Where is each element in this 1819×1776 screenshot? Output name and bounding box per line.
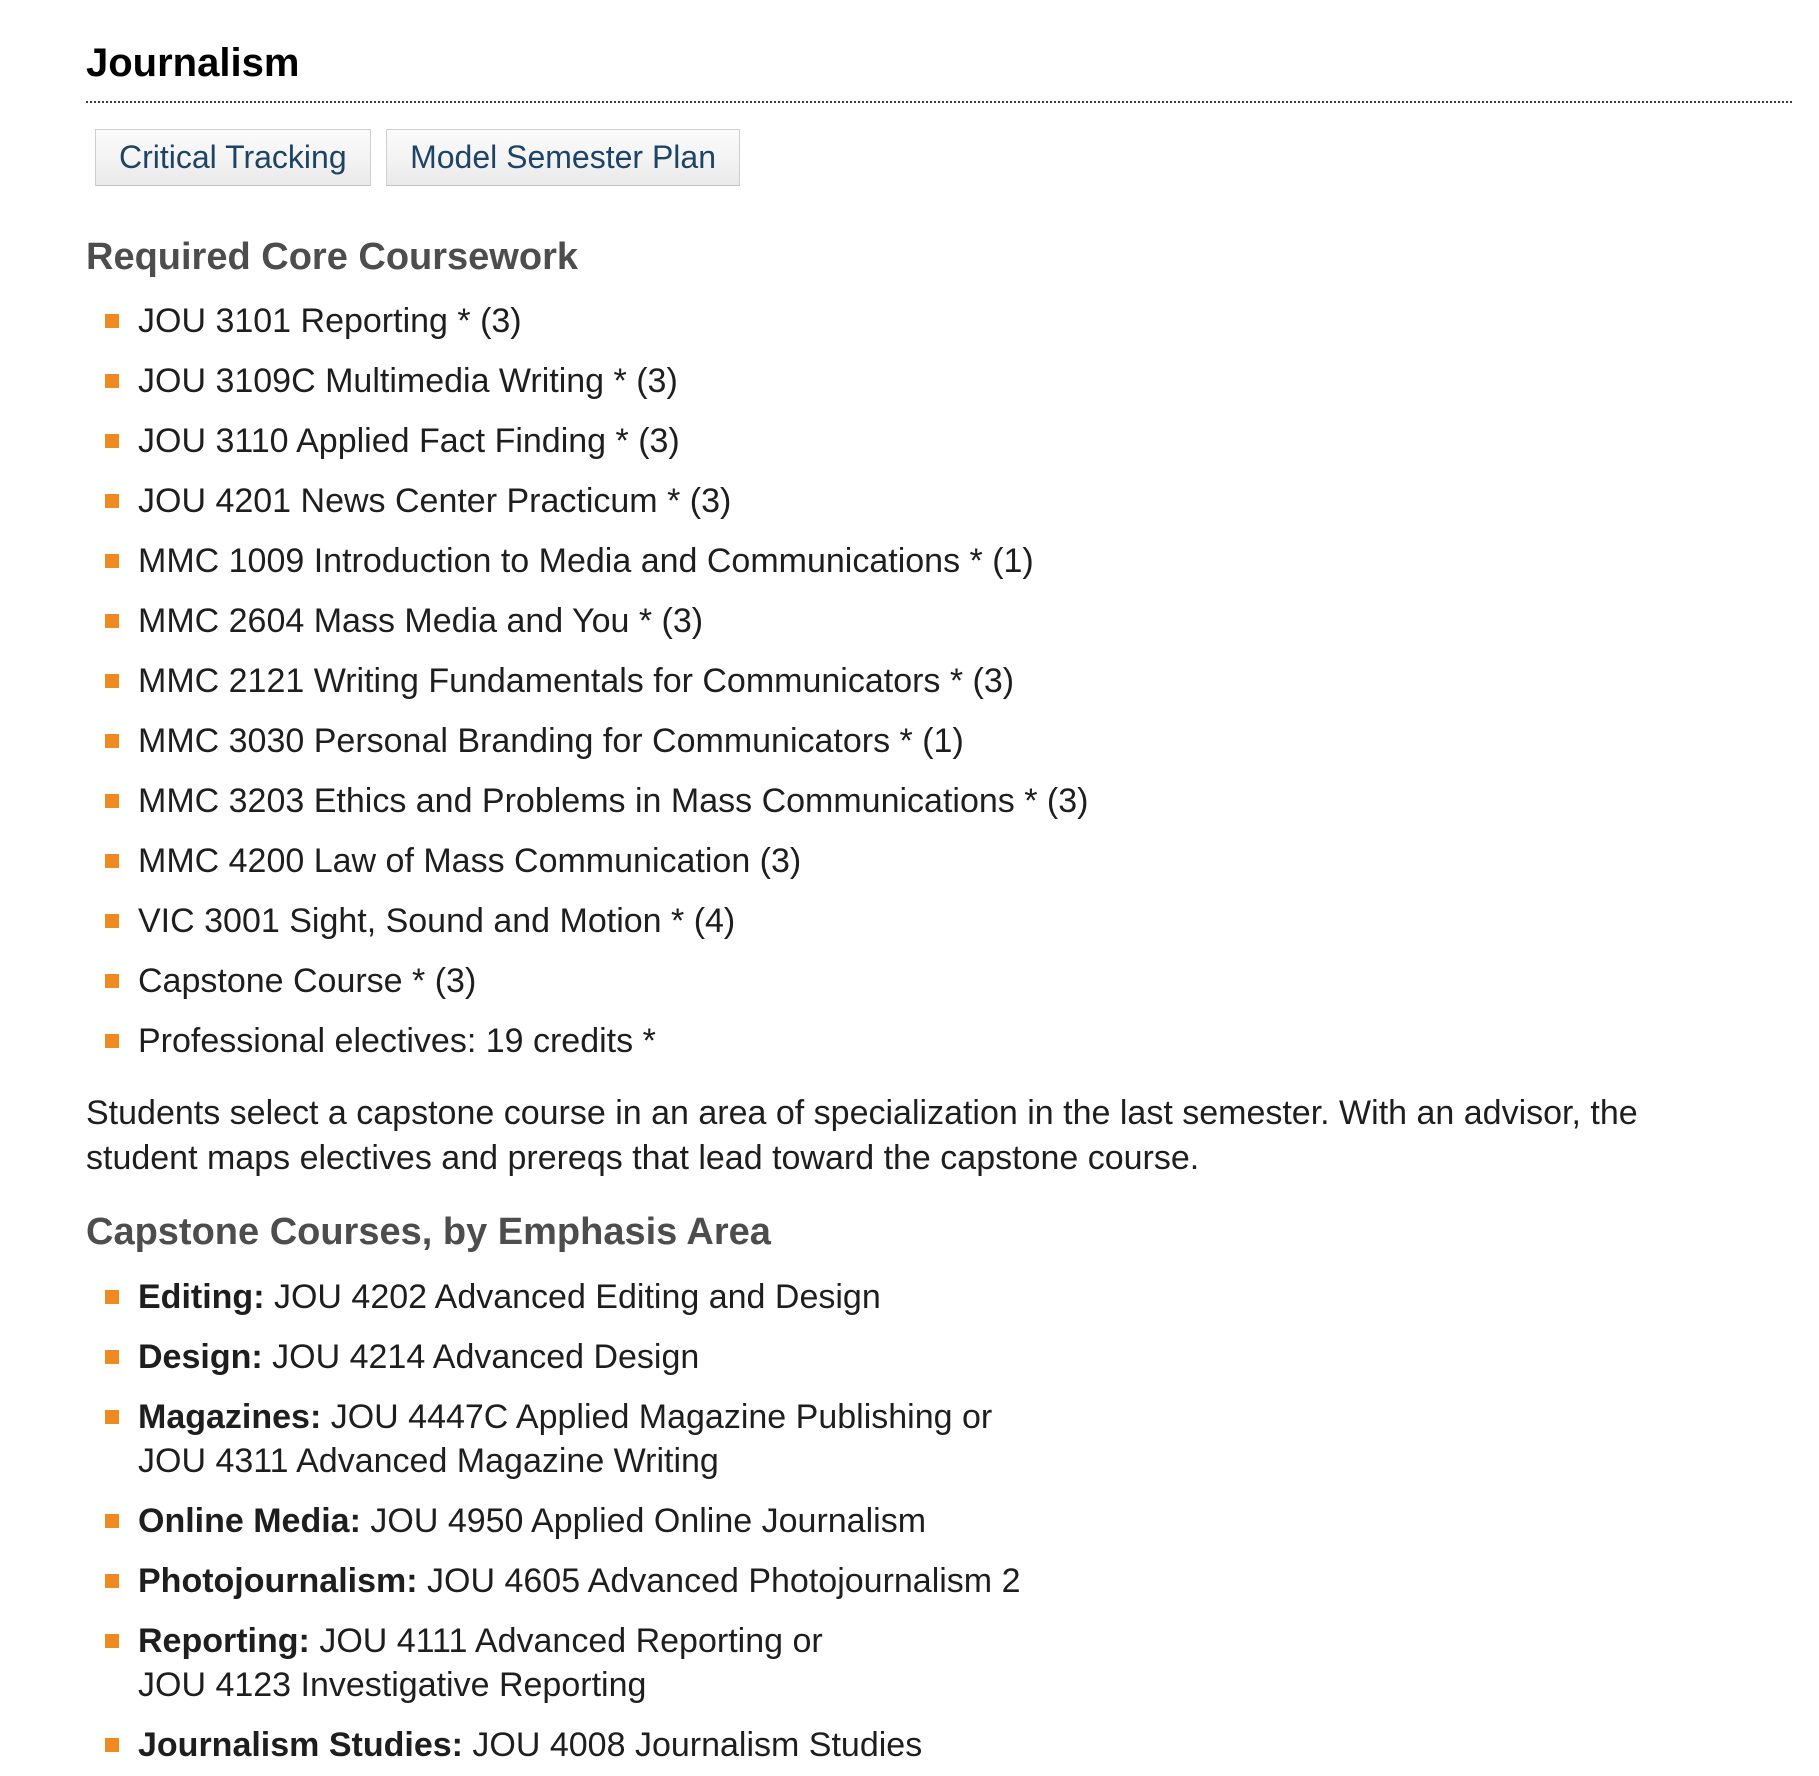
emphasis-label: Editing: bbox=[138, 1278, 265, 1317]
orange-square-bullet bbox=[105, 1410, 119, 1424]
course-item bbox=[86, 959, 1792, 1003]
orange-square-bullet bbox=[105, 554, 119, 568]
toolbar-button[interactable]: Critical Tracking bbox=[95, 129, 371, 186]
course-item bbox=[86, 839, 1792, 883]
course-text: Capstone Course * (3) bbox=[138, 962, 477, 1001]
course-text: MMC 2604 Mass Media and You * (3) bbox=[138, 602, 704, 641]
emphasis-label: Reporting: bbox=[138, 1622, 310, 1661]
page-title: Journalism bbox=[86, 40, 1792, 103]
capstone-course-text: JOU 4447C Applied Magazine Publishing or bbox=[330, 1398, 993, 1437]
orange-square-bullet bbox=[105, 734, 119, 748]
orange-square-bullet bbox=[105, 434, 119, 448]
course-text: MMC 2121 Writing Fundamentals for Communicators * (3) bbox=[138, 662, 1015, 701]
course-text: MMC 3030 Personal Branding for Communicators * (1) bbox=[138, 722, 964, 761]
capstone-item bbox=[86, 1499, 1792, 1543]
course-item bbox=[86, 479, 1792, 523]
course-text: Professional electives: 19 credits * bbox=[138, 1022, 656, 1061]
emphasis-label: Journalism Studies: bbox=[138, 1726, 463, 1765]
orange-square-bullet bbox=[105, 494, 119, 508]
capstone-course-text: JOU 4950 Applied Online Journalism bbox=[370, 1502, 927, 1541]
course-text: MMC 3203 Ethics and Problems in Mass Communications * (3) bbox=[138, 782, 1089, 821]
orange-square-bullet bbox=[105, 1034, 119, 1048]
core-course-list bbox=[86, 299, 1792, 1063]
emphasis-label: Photojournalism: bbox=[138, 1562, 418, 1601]
course-text: JOU 3101 Reporting * (3) bbox=[138, 302, 522, 341]
course-item bbox=[86, 359, 1792, 403]
capstone-item bbox=[86, 1723, 1792, 1767]
section-heading-required-core: Required Core Coursework bbox=[86, 235, 578, 278]
capstone-course-text: JOU 4111 Advanced Reporting or bbox=[319, 1622, 823, 1661]
orange-square-bullet bbox=[105, 794, 119, 808]
capstone-course-list bbox=[86, 1275, 1792, 1767]
emphasis-label: Design: bbox=[138, 1338, 263, 1377]
course-item bbox=[86, 659, 1792, 703]
course-text: JOU 4201 News Center Practicum * (3) bbox=[138, 482, 732, 521]
course-text: JOU 3109C Multimedia Writing * (3) bbox=[138, 362, 678, 401]
emphasis-label: Magazines: bbox=[138, 1398, 322, 1437]
capstone-item bbox=[86, 1559, 1792, 1603]
toolbar bbox=[95, 129, 1792, 186]
section-heading-capstone: Capstone Courses, by Emphasis Area bbox=[86, 1211, 771, 1254]
course-item bbox=[86, 779, 1792, 823]
course-item bbox=[86, 1019, 1792, 1063]
orange-square-bullet bbox=[105, 674, 119, 688]
capstone-item bbox=[86, 1335, 1792, 1379]
capstone-item bbox=[86, 1395, 1792, 1483]
orange-square-bullet bbox=[105, 1514, 119, 1528]
course-text: JOU 3110 Applied Fact Finding * (3) bbox=[138, 422, 680, 461]
capstone-course-text-2: JOU 4123 Investigative Reporting bbox=[138, 1666, 647, 1705]
capstone-note: Students select a capstone course in an area of specialization in the last semester. With an advisor, the student maps electives and prereqs that lead toward the capstone course. bbox=[86, 1094, 1638, 1178]
course-item bbox=[86, 599, 1792, 643]
capstone-course-text: JOU 4605 Advanced Photojournalism 2 bbox=[427, 1562, 1021, 1601]
capstone-course-text-2: JOU 4311 Advanced Magazine Writing bbox=[138, 1442, 719, 1481]
course-text: MMC 1009 Introduction to Media and Communications * (1) bbox=[138, 542, 1034, 581]
orange-square-bullet bbox=[105, 1634, 119, 1648]
course-item bbox=[86, 419, 1792, 463]
orange-square-bullet bbox=[105, 314, 119, 328]
emphasis-label: Online Media: bbox=[138, 1502, 361, 1541]
course-item bbox=[86, 539, 1792, 583]
capstone-item bbox=[86, 1619, 1792, 1707]
toolbar-button[interactable]: Model Semester Plan bbox=[386, 129, 740, 186]
orange-square-bullet bbox=[105, 614, 119, 628]
orange-square-bullet bbox=[105, 974, 119, 988]
course-text: MMC 4200 Law of Mass Communication (3) bbox=[138, 842, 802, 881]
orange-square-bullet bbox=[105, 914, 119, 928]
orange-square-bullet bbox=[105, 1738, 119, 1752]
capstone-item bbox=[86, 1275, 1792, 1319]
capstone-course-text: JOU 4214 Advanced Design bbox=[272, 1338, 700, 1377]
orange-square-bullet bbox=[105, 1290, 119, 1304]
capstone-course-text: JOU 4008 Journalism Studies bbox=[472, 1726, 923, 1765]
course-item bbox=[86, 719, 1792, 763]
orange-square-bullet bbox=[105, 1350, 119, 1364]
orange-square-bullet bbox=[105, 854, 119, 868]
course-text: VIC 3001 Sight, Sound and Motion * (4) bbox=[138, 902, 736, 941]
orange-square-bullet bbox=[105, 1574, 119, 1588]
orange-square-bullet bbox=[105, 374, 119, 388]
course-item bbox=[86, 299, 1792, 343]
capstone-course-text: JOU 4202 Advanced Editing and Design bbox=[273, 1278, 881, 1317]
course-item bbox=[86, 899, 1792, 943]
